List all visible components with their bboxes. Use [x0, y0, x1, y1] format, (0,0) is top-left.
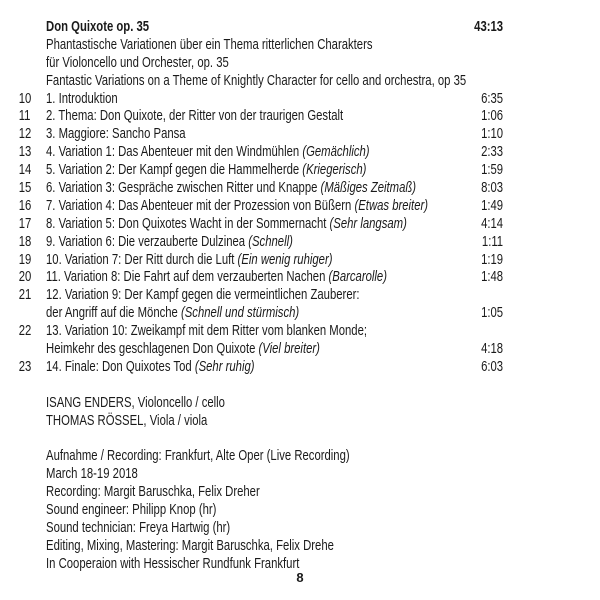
credit-line: [0, 448, 503, 466]
track-row: [0, 323, 503, 341]
track-duration: 1:10: [481, 126, 504, 143]
tempo-marking: (Barcarolle): [328, 269, 387, 286]
track-number: 16: [18, 197, 32, 214]
track-duration: 1:05: [481, 305, 504, 322]
track-duration: 6:35: [481, 90, 504, 107]
track-title-text: 6. Variation 3: Gespräche zwischen Ritter und Knappe: [46, 180, 321, 197]
track-row: [0, 252, 503, 270]
track-row: [0, 216, 503, 234]
track-row: [0, 162, 503, 180]
track-title-text: 11. Variation 8: Die Fahrt auf dem verzauberten Nachen: [46, 269, 329, 286]
tempo-marking: (Schnell): [248, 233, 293, 250]
track-title-text: Heimkehr des geschlagenen Don Quixote: [46, 341, 259, 358]
subtitle-line: [0, 73, 503, 91]
track-number: 21: [18, 287, 32, 304]
track-duration: 1:06: [481, 108, 504, 125]
tempo-marking: (Mäßiges Zeitmaß): [320, 180, 417, 197]
track-title-text: 13. Variation 10: Zweikampf mit dem Ritter vom blanken Monde;: [46, 323, 368, 340]
credit-line: [0, 484, 503, 502]
track-row: [0, 341, 503, 359]
track-row: [0, 359, 503, 377]
credit-text: Sound engineer: Philipp Knop (hr): [46, 502, 217, 519]
track-duration: 1:48: [481, 269, 504, 286]
subtitle-text: Phantastische Variationen über ein Thema ritterlichen Charakters: [46, 36, 373, 53]
track-row: [0, 126, 503, 144]
subtitle-line: [0, 55, 503, 73]
performer-text: ISANG ENDERS, Violoncello / cello: [46, 394, 225, 411]
track-title: [46, 216, 407, 234]
tempo-marking: (Sehr langsam): [329, 215, 407, 232]
credit-text: Recording: Margit Baruschka, Felix Dreher: [46, 484, 260, 501]
performer-text: THOMAS RÖSSEL, Viola / viola: [46, 412, 208, 429]
track-title-text: 12. Variation 9: Der Kampf gegen die vermeintlichen Zauberer:: [46, 287, 360, 304]
track-number: 19: [18, 251, 32, 268]
credit-line: [0, 538, 503, 556]
track-duration: 1:59: [481, 162, 504, 179]
track-number: 10: [18, 90, 32, 107]
credit-text: In Cooperaion with Hessischer Rundfunk Frankfurt: [46, 555, 300, 572]
page-number: 8: [296, 570, 304, 585]
track-row: [0, 234, 503, 252]
track-number: 14: [18, 162, 32, 179]
track-duration: 1:11: [481, 233, 504, 250]
credit-text: Editing, Mixing, Mastering: Margit Baruschka, Felix Drehe: [46, 537, 334, 554]
credits: [0, 448, 503, 573]
performer: [0, 395, 503, 413]
track-title: [46, 180, 416, 198]
track-title: [46, 144, 370, 162]
track-title: [46, 305, 299, 323]
credit-line: [0, 502, 503, 520]
track-title: [46, 287, 359, 305]
track-row: [0, 108, 503, 126]
tempo-marking: (Ein wenig ruhiger): [237, 251, 333, 268]
track-row: [0, 144, 503, 162]
track-duration: 4:18: [481, 341, 504, 358]
track-row: [0, 269, 503, 287]
track-title-text: 1. Introduktion: [46, 90, 118, 107]
credit-text: March 18-19 2018: [46, 466, 138, 483]
track-number: 12: [18, 126, 32, 143]
track-row: [0, 91, 503, 109]
track-title: [46, 126, 186, 144]
credit-text: Aufnahme / Recording: Frankfurt, Alte Oper (Live Recording): [46, 448, 350, 465]
track-number: 11: [18, 108, 31, 125]
subtitle-text: Fantastic Variations on a Theme of Knightly Character for cello and orchestra, op 35: [46, 72, 467, 89]
track-title: [46, 359, 255, 377]
track-title-text: 7. Variation 4: Das Abenteuer mit der Prozession von Büßern: [46, 197, 355, 214]
track-number: 13: [18, 144, 32, 161]
track-title: [46, 341, 320, 359]
track-row: [0, 305, 503, 323]
track-number: 17: [18, 215, 32, 232]
track-row: [0, 198, 503, 216]
track-duration: 4:14: [481, 215, 504, 232]
track-title-text: 5. Variation 2: Der Kampf gegen die Hammelherde: [46, 162, 303, 179]
credit-text: Sound technician: Freya Hartwig (hr): [46, 519, 231, 536]
track-duration: 8:03: [481, 180, 504, 197]
work-title: Don Quixote op. 35: [46, 19, 150, 35]
track-title-text: 2. Thema: Don Quixote, der Ritter von der traurigen Gestalt: [46, 108, 344, 125]
track-duration: 6:03: [481, 358, 504, 375]
track-number: 23: [18, 358, 32, 375]
track-title-text: 9. Variation 6: Die verzauberte Dulzinea: [46, 233, 249, 250]
work-total-time: 43:13: [474, 19, 504, 35]
tracks: [0, 91, 503, 377]
tempo-marking: (Schnell und stürmisch): [180, 305, 300, 322]
track-number: 22: [18, 323, 32, 340]
tempo-marking: (Sehr ruhig): [194, 358, 255, 375]
track-title: [46, 198, 428, 216]
track-title: [46, 234, 293, 252]
track-number: 15: [18, 180, 32, 197]
tempo-marking: (Viel breiter): [258, 341, 320, 358]
track-title: [46, 269, 387, 287]
track-duration: 1:49: [481, 197, 504, 214]
track-title-text: 8. Variation 5: Don Quixotes Wacht in der Sommernacht: [46, 215, 330, 232]
track-listing: [0, 19, 503, 574]
credit-line: [0, 466, 503, 484]
track-row: [0, 287, 503, 305]
track-title: [46, 323, 367, 341]
track-title: [46, 91, 118, 109]
track-title-text: 14. Finale: Don Quixotes Tod: [46, 358, 195, 375]
track-row: [0, 180, 503, 198]
subtitle-text: für Violoncello und Orchester, op. 35: [46, 54, 229, 71]
track-number: 18: [18, 233, 32, 250]
track-title-text: der Angriff auf die Mönche: [46, 305, 181, 322]
subtitle-line: [0, 37, 503, 55]
track-title: [46, 108, 343, 126]
track-title-text: 3. Maggiore: Sancho Pansa: [46, 126, 186, 143]
track-title-text: 4. Variation 1: Das Abenteuer mit den Windmühlen: [46, 144, 303, 161]
credit-line: [0, 520, 503, 538]
track-duration: 2:33: [481, 144, 504, 161]
tempo-marking: (Kriegerisch): [302, 162, 367, 179]
track-title: [46, 162, 366, 180]
track-duration: 1:19: [481, 251, 504, 268]
track-title-text: 10. Variation 7: Der Ritt durch die Luft: [46, 251, 238, 268]
track-title: [46, 252, 332, 270]
work-header: [0, 19, 503, 37]
performer: [0, 413, 503, 431]
tempo-marking: (Etwas breiter): [354, 197, 429, 214]
track-number: 20: [18, 269, 32, 286]
tempo-marking: (Gemächlich): [302, 144, 370, 161]
